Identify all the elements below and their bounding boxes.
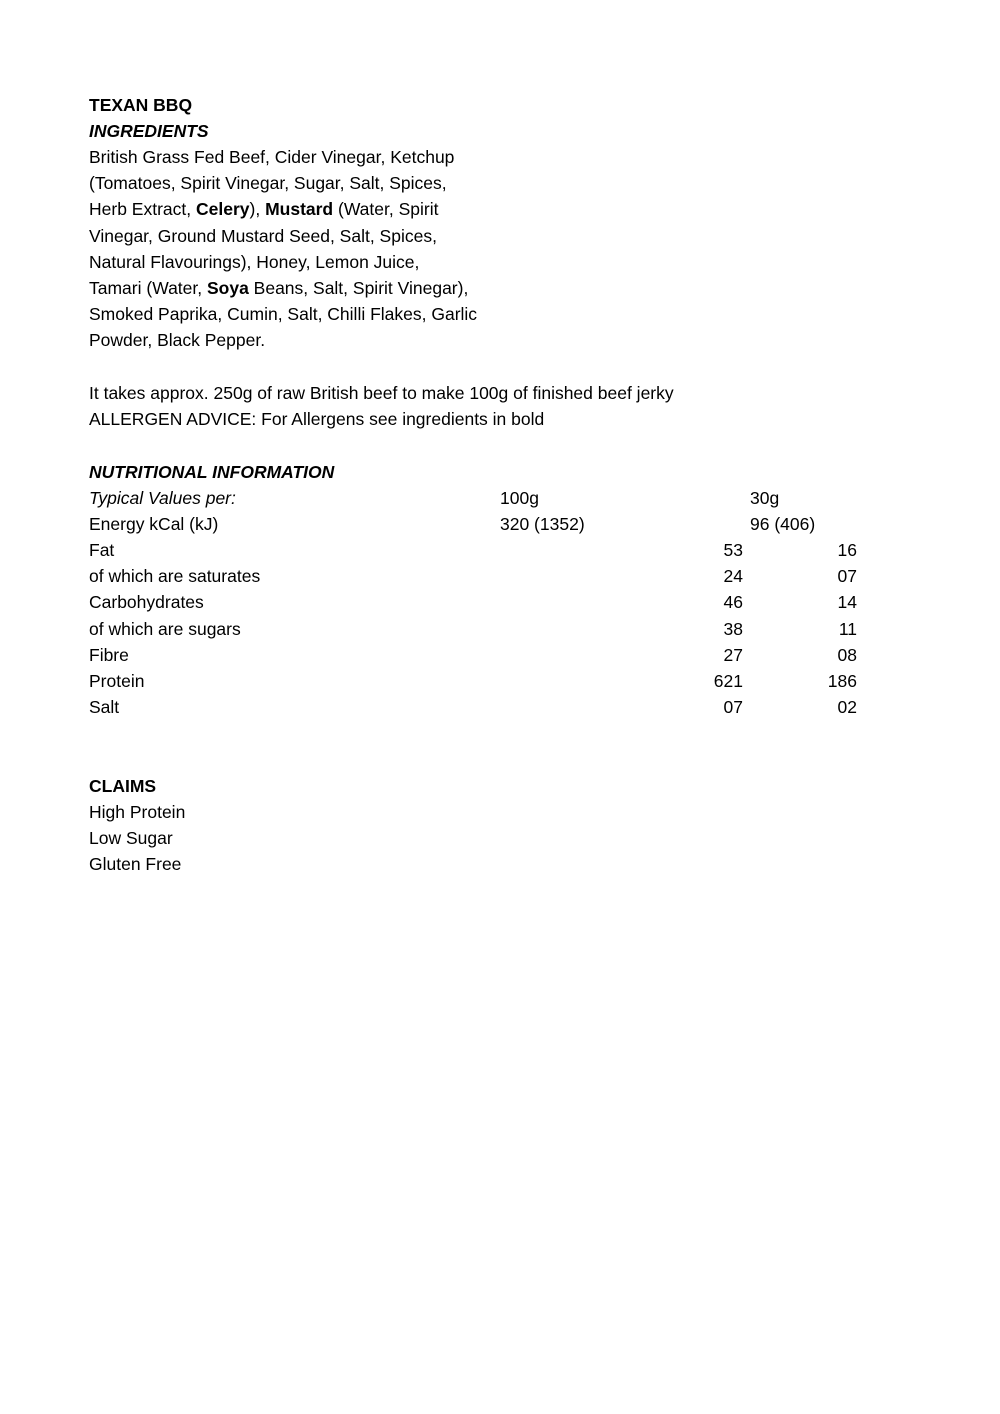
allergen-ingredient: Mustard bbox=[265, 199, 334, 220]
claim-item: High Protein bbox=[89, 802, 186, 822]
ingredients-text: Powder, Black Pepper. bbox=[89, 330, 266, 351]
nutrition-row-label: Fat bbox=[89, 540, 115, 560]
claim-item: Low Sugar bbox=[89, 828, 173, 849]
product-title: TEXAN BBQ bbox=[89, 95, 193, 115]
nutrition-row-label: Protein bbox=[89, 671, 145, 691]
nutrition-row-per30g: 14 bbox=[837, 592, 857, 613]
energy-30g: 96 (406) bbox=[750, 514, 816, 534]
nutrition-header-30g: 30g bbox=[750, 488, 780, 508]
ingredients-text: (Tomatoes, Spirit Vinegar, Sugar, Salt, Spices, bbox=[89, 173, 447, 194]
nutrition-row-per100g: 24 bbox=[723, 566, 743, 587]
ingredients-text: Herb Extract, bbox=[89, 199, 196, 220]
nutrition-row-label: Salt bbox=[89, 697, 120, 718]
ingredients-text: Beans, Salt, Spirit Vinegar), bbox=[248, 278, 469, 298]
nutrition-header-label: Typical Values per: bbox=[89, 488, 236, 508]
ingredients-line bbox=[89, 327, 265, 353]
ingredients-line bbox=[89, 170, 447, 196]
claims-heading: CLAIMS bbox=[89, 776, 157, 796]
nutrition-row-per100g: 27 bbox=[723, 644, 743, 665]
nutrition-header-100g: 100g bbox=[500, 488, 539, 508]
ingredients-text: Tamari (Water, bbox=[89, 278, 207, 298]
nutrition-row-per30g: 08 bbox=[837, 644, 857, 665]
nutrition-row-per100g: 46 bbox=[723, 592, 743, 613]
nutrition-row-label: of which are sugars bbox=[89, 618, 241, 639]
ingredients-text: Smoked Paprika, Cumin, Salt, Chilli Flakes, Garlic bbox=[89, 304, 478, 325]
nutrition-row-per100g: 621 bbox=[713, 671, 743, 691]
ingredients-line bbox=[89, 301, 477, 327]
ingredients-text: (Water, Spirit bbox=[333, 199, 439, 220]
nutrition-row-per30g: 186 bbox=[827, 671, 857, 691]
nutrition-row-per30g: 02 bbox=[837, 697, 857, 718]
energy-100g: 320 (1352) bbox=[500, 514, 585, 534]
allergen-ingredient: Soya bbox=[206, 278, 249, 298]
ingredients-text: Vinegar, Ground Mustard Seed, Salt, Spices, bbox=[89, 225, 437, 246]
nutrition-row-per100g: 07 bbox=[723, 697, 743, 718]
nutrition-row-label: of which are saturates bbox=[89, 566, 261, 587]
energy-label: Energy kCal (kJ) bbox=[89, 514, 219, 534]
nutrition-row-per30g: 11 bbox=[838, 618, 857, 639]
nutrition-row-per30g: 16 bbox=[837, 540, 857, 560]
nutrition-heading: NUTRITIONAL INFORMATION bbox=[89, 462, 335, 482]
ingredients-line bbox=[89, 144, 454, 170]
allergen-advice: ALLERGEN ADVICE: For Allergens see ingredients in bold bbox=[89, 409, 545, 429]
ingredients-text: British Grass Fed Beef, Cider Vinegar, Ketchup bbox=[89, 147, 455, 167]
nutrition-row-per100g: 38 bbox=[723, 618, 743, 639]
ingredients-text: Natural Flavourings), Honey, Lemon Juice, bbox=[89, 251, 420, 272]
allergen-ingredient: Celery bbox=[195, 199, 250, 220]
nutrition-row-label: Carbohydrates bbox=[89, 592, 204, 613]
claim-item: Gluten Free bbox=[89, 854, 182, 875]
beef-note: It takes approx. 250g of raw British beef to make 100g of finished beef jerky bbox=[89, 383, 674, 403]
ingredients-line bbox=[89, 249, 419, 275]
ingredients-line bbox=[89, 223, 437, 249]
nutrition-row-per100g: 53 bbox=[723, 540, 743, 560]
ingredients-heading: INGREDIENTS bbox=[89, 121, 209, 141]
ingredients-text: ), bbox=[249, 199, 266, 220]
nutrition-row-per30g: 07 bbox=[837, 566, 857, 587]
ingredients-line bbox=[89, 196, 438, 222]
nutrition-row-label: Fibre bbox=[89, 644, 129, 665]
ingredients-line bbox=[89, 275, 468, 301]
